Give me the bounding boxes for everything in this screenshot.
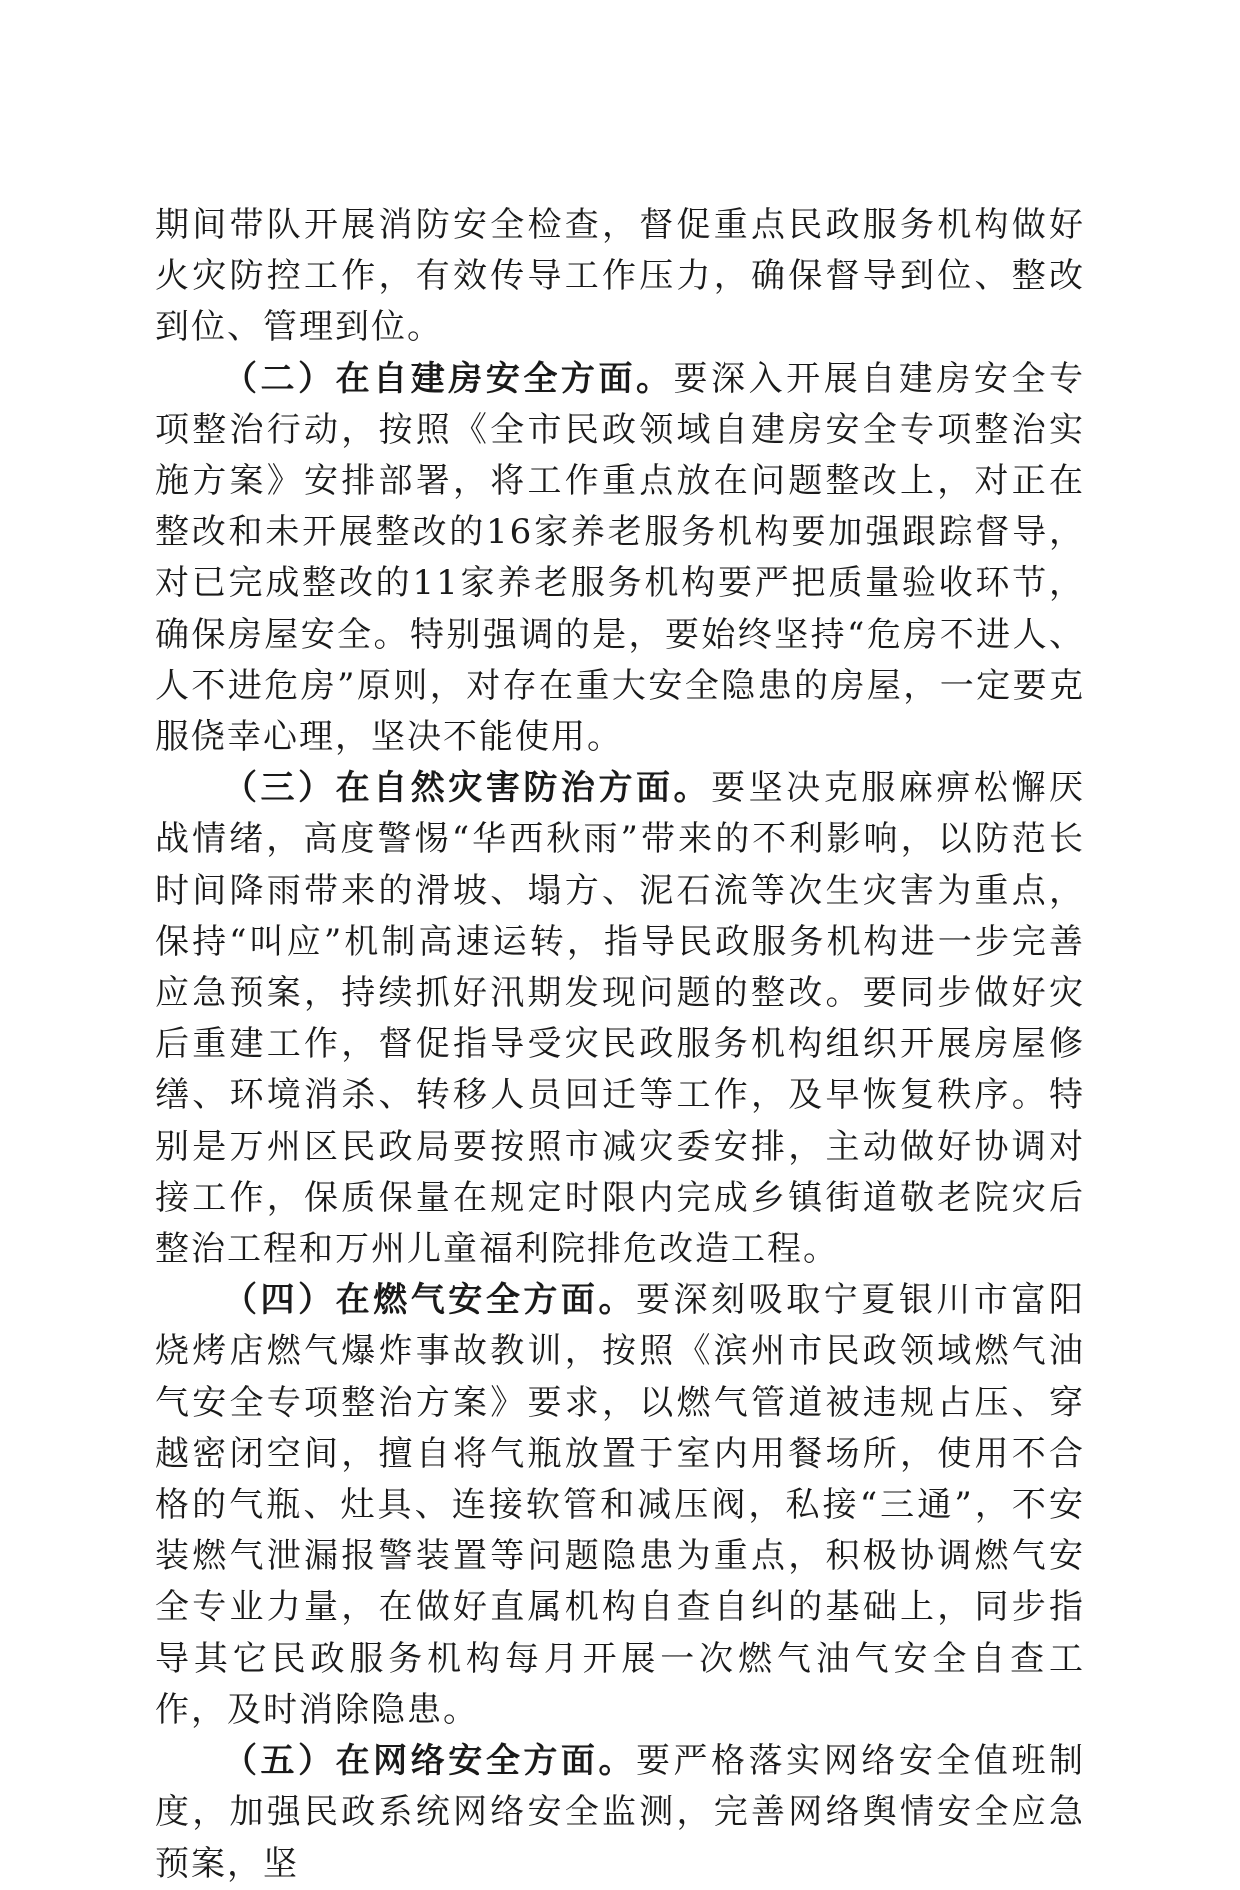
paragraph-self-built-housing-safety bbox=[155, 354, 1085, 764]
paragraph-continuation bbox=[155, 200, 1085, 354]
paragraph-body: 要严格落实网络安全值班制度，加强民政系统网络安全监测，完善网络舆情安全应急预案，坚 bbox=[155, 1741, 1085, 1884]
paragraph-heading: （三）在自然灾害防治方面。 bbox=[223, 768, 712, 809]
paragraph-body: 要深刻吸取宁夏银川市富阳烧烤店燃气爆炸事故教训，按照《滨州市民政领域燃气油气安全专项整治方案》要求，以燃气管道被违规占压、穿越密闭空间，擅自将气瓶放置于室内用餐场所，使用不合格的气瓶、灶具、连接软管和减压阀，私接“三通”，不安装燃气泄漏报警装置等问题隐患为重点，积极协调燃气安全专业力量，在做好直属机构自查自纠的基础上，同步指导其它民政服务机构每月开展一次燃气油气安全自查工作，及时消除隐患。 bbox=[155, 1280, 1085, 1730]
document-body bbox=[155, 200, 1085, 1890]
paragraph-network-security bbox=[155, 1736, 1085, 1890]
paragraph-body: 期间带队开展消防安全检查，督促重点民政服务机构做好火灾防控工作，有效传导工作压力，确保督导到位、整改到位、管理到位。 bbox=[155, 205, 1085, 348]
paragraph-heading: （五）在网络安全方面。 bbox=[223, 1741, 636, 1782]
paragraph-heading: （二）在自建房安全方面。 bbox=[223, 358, 674, 399]
paragraph-body: 要深入开展自建房安全专项整治行动，按照《全市民政领域自建房安全专项整治实施方案》安排部署，将工作重点放在问题整改上，对正在整改和未开展整改的16家养老服务机构要加强跟踪督导，对已完成整改的11家养老服务机构要严把质量验收环节，确保房屋安全。特别强调的是，要始终坚持“危房不进人、人不进危房”原则，对存在重大安全隐患的房屋，一定要克服侥幸心理，坚决不能使用。 bbox=[155, 358, 1086, 758]
paragraph-natural-disaster-prevention bbox=[155, 763, 1085, 1275]
paragraph-heading: （四）在燃气安全方面。 bbox=[223, 1280, 636, 1321]
paragraph-gas-safety bbox=[155, 1275, 1085, 1736]
paragraph-body: 要坚决克服麻痹松懈厌战情绪，高度警惕“华西秋雨”带来的不利影响，以防范长时间降雨带来的滑坡、塌方、泥石流等次生灾害为重点，保持“叫应”机制高速运转，指导民政服务机构进一步完善应急预案，持续抓好汛期发现问题的整改。要同步做好灾后重建工作，督促指导受灾民政服务机构组织开展房屋修缮、环境消杀、转移人员回迁等工作，及早恢复秩序。特别是万州区民政局要按照市减灾委安排，主动做好协调对接工作，保质保量在规定时限内完成乡镇街道敬老院灾后整治工程和万州儿童福利院排危改造工程。 bbox=[155, 768, 1086, 1270]
